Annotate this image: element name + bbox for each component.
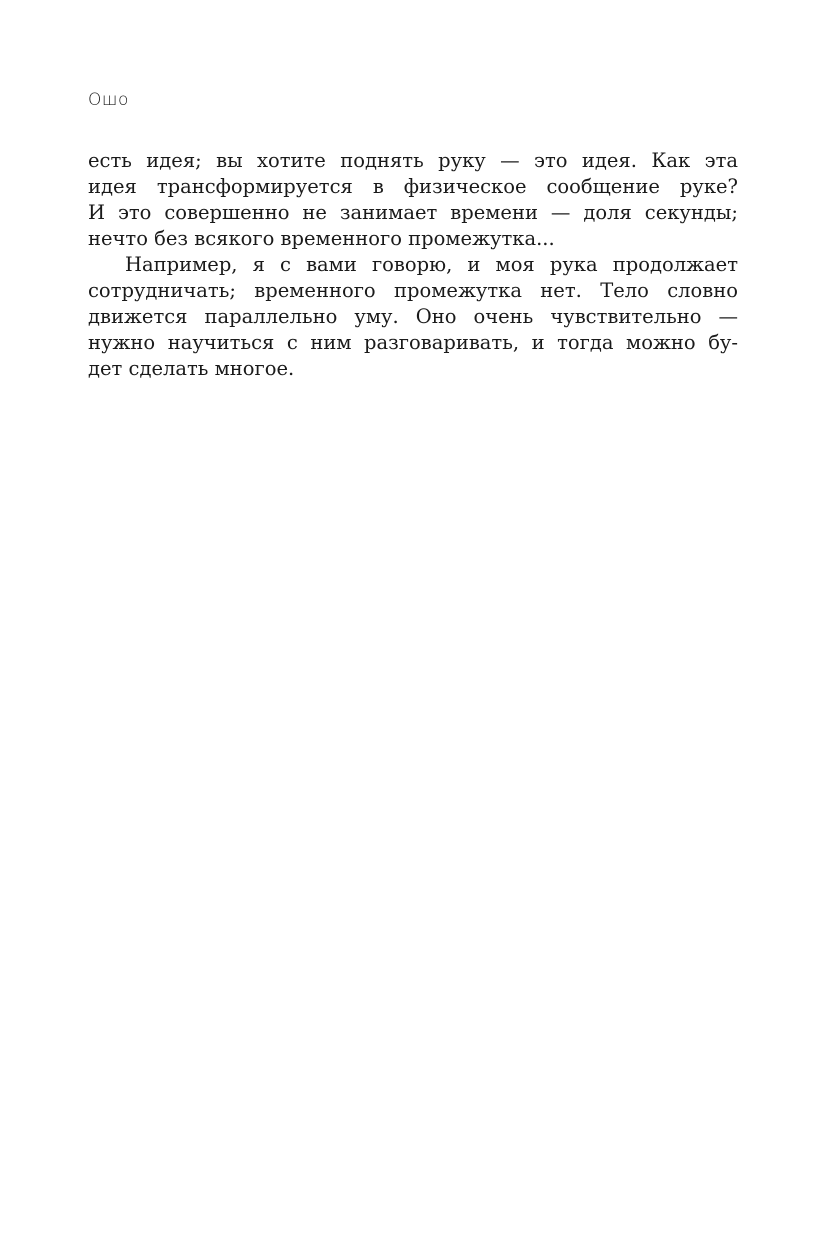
- paragraph-1: [88, 148, 738, 252]
- text-line: нужно научиться с ним разговаривать, и тогда можно бу-: [88, 331, 738, 354]
- text-line: Например, я с вами говорю, и моя рука продолжает: [125, 253, 738, 276]
- text-line: И это совершенно не занимает времени — доля секунды;: [88, 201, 738, 224]
- text-line: сотрудничать; временного промежутка нет. Тело словно: [88, 279, 738, 302]
- paragraph-2: [88, 252, 738, 382]
- text-line: движется параллельно уму. Оно очень чувствительно —: [88, 305, 738, 328]
- body-text: [88, 148, 738, 382]
- text-line: идея трансформируется в физическое сообщение руке?: [88, 175, 738, 198]
- text-line: нечто без всякого временного промежутка...: [88, 227, 555, 250]
- text-line: дет сделать многое.: [88, 357, 295, 380]
- text-line: есть идея; вы хотите поднять руку — это идея. Как эта: [88, 149, 738, 172]
- running-head: Ошо: [88, 90, 129, 110]
